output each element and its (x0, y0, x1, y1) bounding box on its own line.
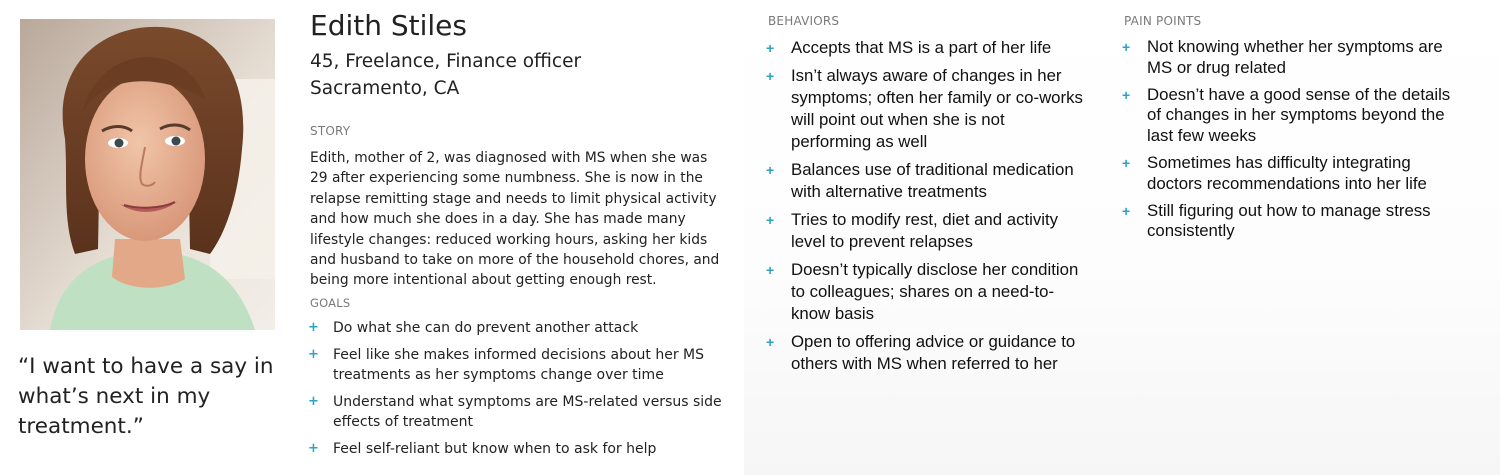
story-label: STORY (310, 124, 351, 138)
behavior-item: + Tries to modify rest, diet and activity level to prevent relapses (766, 210, 1059, 251)
plus-icon: + (308, 347, 319, 362)
persona-location: Sacramento, CA (310, 78, 460, 99)
plus-icon: + (1122, 154, 1131, 171)
plus-icon: + (308, 394, 319, 409)
behavior-item: + Isn’t always aware of changes in her symptoms; often her family or co-works will point out when she is not performing as well (766, 66, 1083, 151)
plus-icon: + (1122, 86, 1131, 103)
behavior-item: + Doesn’t typically disclose her condition to colleagues; shares on a need-to-know basis (766, 260, 1079, 323)
behavior-item: + Open to offering advice or guidance to others with MS when referred to her (766, 332, 1076, 373)
goals-label: GOALS (310, 296, 351, 310)
goal-item: + Feel like she makes informed decisions about her MS treatments as her symptoms change over time (308, 347, 705, 383)
plus-icon: + (766, 68, 775, 84)
pain-point-item: + Sometimes has difficulty integrating doctors recommendations into her life (1122, 152, 1427, 193)
plus-icon: + (308, 320, 319, 335)
pain-point-item: + Still figuring out how to manage stress consistently (1122, 200, 1431, 241)
plus-icon: + (766, 162, 775, 178)
persona-portrait (20, 19, 275, 330)
pain-points-list (1122, 37, 1462, 248)
goal-item: + Do what she can do prevent another attack (308, 320, 639, 336)
goal-item: + Feel self-reliant but know when to ask for help (308, 441, 657, 457)
persona-info (310, 48, 581, 102)
persona-quote: “I want to have a say in what’s next in my treatment.” (18, 354, 274, 439)
story-text: Edith, mother of 2, was diagnosed with MS when she was 29 after experiencing some numbness. She is now in the relapse remitting stage and needs to limit physical activity and how much she does in a day. She has made many lifestyle changes: reduced working hours, asking her kids and husband to take on more of the household chores, and being more intentional about getting enough rest. (310, 150, 720, 289)
pain-point-item: + Doesn’t have a good sense of the details of changes in her symptoms beyond the last few weeks (1122, 84, 1451, 145)
plus-icon: + (766, 262, 775, 278)
persona-name: Edith Stiles (310, 9, 467, 42)
plus-icon: + (766, 212, 775, 228)
behaviors-label: BEHAVIORS (768, 14, 840, 28)
persona-demographics: 45, Freelance, Finance officer (310, 51, 582, 72)
plus-icon: + (1122, 39, 1131, 55)
behavior-item: + Accepts that MS is a part of her life (766, 38, 1052, 57)
behavior-item: + Balances use of traditional medication with alternative treatments (766, 160, 1074, 201)
goal-item: + Understand what symptoms are MS-related versus side effects of treatment (308, 394, 722, 430)
pain-point-item: + Not knowing whether her symptoms are MS or drug related (1122, 37, 1443, 77)
pain-points-label: PAIN POINTS (1124, 14, 1202, 28)
goals-list (308, 318, 728, 466)
plus-icon: + (308, 441, 319, 456)
behaviors-list (766, 37, 1086, 381)
plus-icon: + (1122, 202, 1131, 219)
plus-icon: + (766, 40, 775, 56)
plus-icon: + (766, 334, 775, 350)
